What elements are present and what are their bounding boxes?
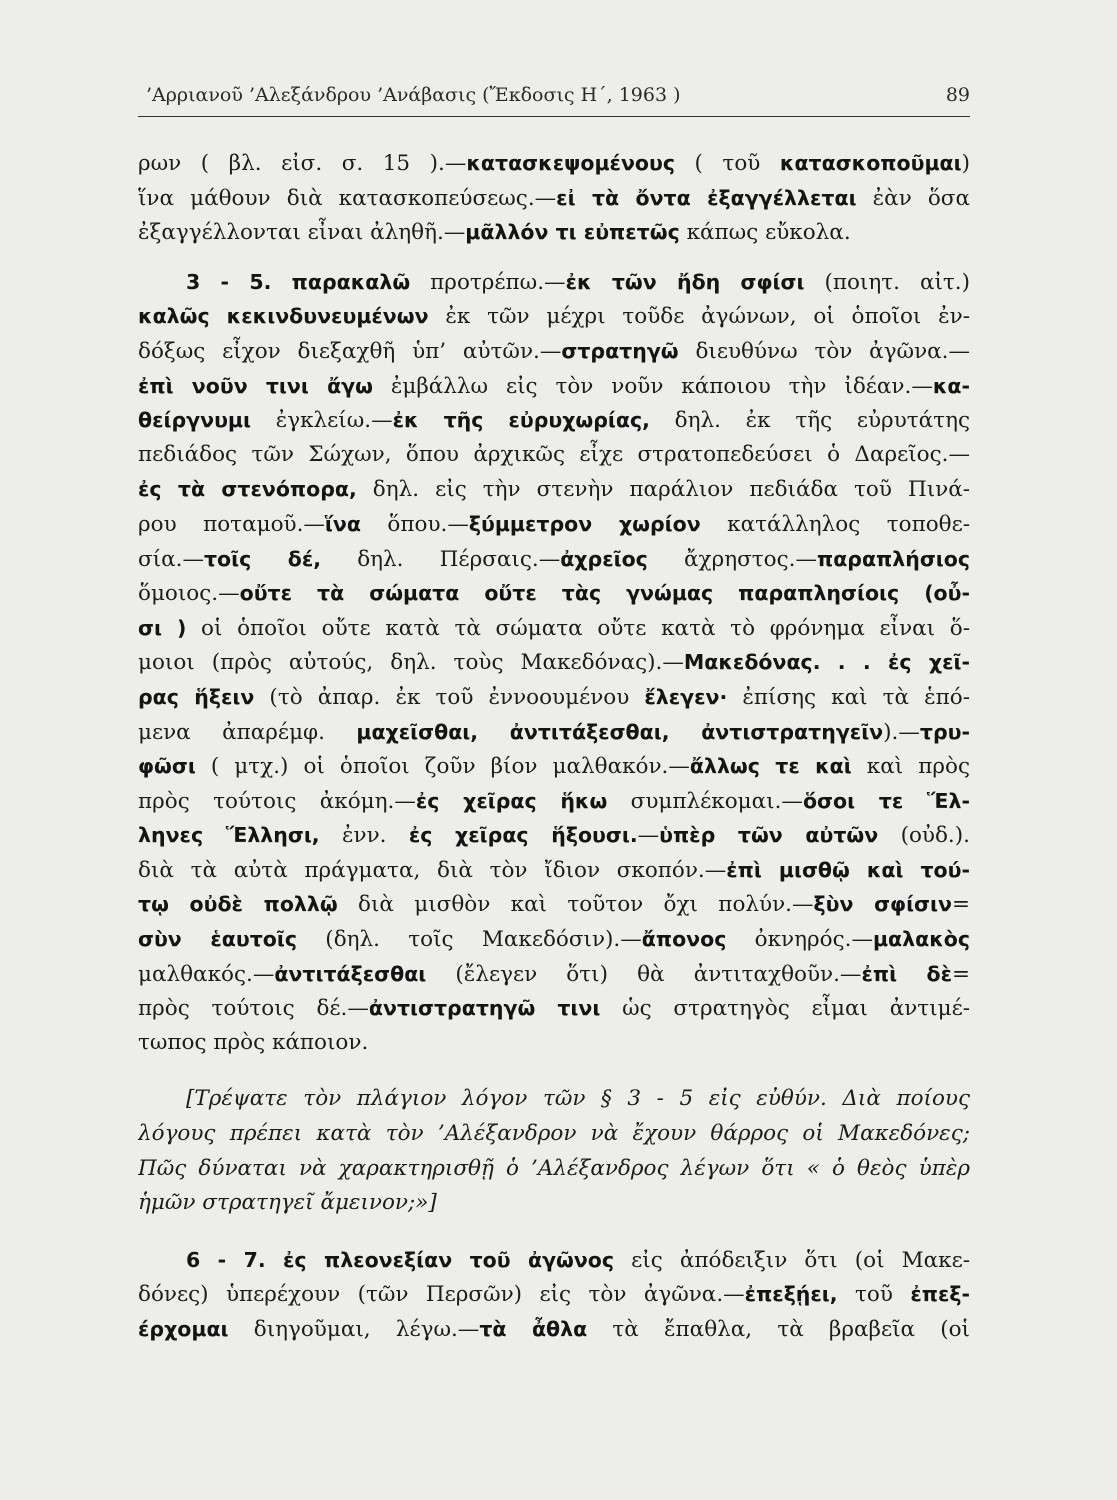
header-rule bbox=[138, 116, 970, 117]
text-line bbox=[138, 853, 970, 888]
lemma: σι ) bbox=[138, 615, 187, 640]
lemma: ἐς χεῖρας ἥξουσι. bbox=[408, 823, 638, 848]
text-line bbox=[138, 146, 970, 181]
gloss: τοῦ bbox=[837, 1282, 911, 1308]
gloss: ἐπίσης καὶ τὰ ἑπό- bbox=[727, 684, 970, 710]
commentary-text bbox=[138, 146, 970, 1347]
gloss: τὰ ἔπαθλα, τὰ βραβεῖα (οἱ bbox=[587, 1317, 970, 1342]
lemma: ἐκ τῶν ἤδη σφίσι bbox=[565, 269, 805, 294]
gloss: = bbox=[952, 961, 970, 987]
gloss: [Τρέψατε τὸν πλάγιον λόγον τῶν § 3 - 5 εἰς εὐθύν. Διὰ ποίους bbox=[186, 1086, 970, 1112]
gloss: δηλ. εἰς τὴν στενὴν παράλιον πεδιάδα τοῦ Πινά- bbox=[356, 477, 970, 503]
text-line bbox=[138, 645, 970, 680]
lemma: στρατηγῶ bbox=[561, 338, 679, 363]
gloss: μοιοι (πρὸς αὐτούς, δηλ. τοὺς Μακεδόνας).— bbox=[138, 650, 684, 676]
text-line bbox=[138, 403, 970, 438]
text-line bbox=[138, 1243, 970, 1278]
gloss: πρὸς τούτοις δέ.— bbox=[138, 996, 369, 1022]
lemma: θείργνυμι bbox=[138, 408, 252, 433]
gloss: ἐκ τῶν μέχρι τοῦδε ἀγώνων, οἱ ὁποῖοι ἐν- bbox=[428, 304, 970, 330]
paragraph-gap bbox=[138, 1060, 970, 1082]
gloss: μενα ἀπαρέμφ. bbox=[138, 719, 357, 745]
text-line bbox=[138, 181, 970, 216]
lemma: ἄπονος bbox=[641, 927, 727, 952]
lemma: 6 - 7. ἐς πλεονεξίαν τοῦ ἀγῶνος bbox=[186, 1247, 615, 1272]
paragraph-gap bbox=[138, 250, 970, 265]
lemma: ἄλλως τε καὶ bbox=[689, 754, 852, 779]
header-title: ’Αρριανοῦ ’Αλεξάνδρου ’Ανάβασις (Ἔκδοσις Η΄, 1963 ) bbox=[146, 84, 681, 106]
gloss: δηλ. Πέρσαις.— bbox=[321, 546, 561, 572]
gloss: ἄχρηστος.— bbox=[647, 546, 817, 572]
text-line bbox=[138, 1277, 970, 1312]
gloss: πρὸς τούτοις ἀκόμη.— bbox=[138, 788, 416, 814]
text-line bbox=[138, 265, 970, 300]
gloss: κατάλληλος τοποθε- bbox=[700, 511, 970, 537]
gloss: τωπος πρὸς κάποιον. bbox=[138, 1029, 369, 1055]
running-header bbox=[138, 84, 970, 110]
gloss: = bbox=[951, 892, 970, 918]
text-line bbox=[138, 991, 970, 1026]
gloss: ( τοῦ bbox=[675, 151, 780, 176]
lemma: ξύμμετρον χωρίον bbox=[468, 511, 701, 536]
gloss: ἐγκλείω.— bbox=[251, 408, 393, 434]
lemma: ἐπὶ μισθῷ καὶ τού- bbox=[726, 857, 970, 882]
lemma: τῳ οὐδὲ πολλῷ bbox=[138, 892, 338, 917]
gloss: διὰ τὰ αὐτὰ πράγματα, διὰ τὸν ἴδιον σκοπόν.— bbox=[138, 857, 727, 883]
lemma: 3 - 5. παρακαλῶ bbox=[186, 269, 411, 294]
lemma: μαλακὸς bbox=[872, 927, 970, 952]
lemma: μᾶλλόν τι εὐπετῶς bbox=[465, 220, 680, 245]
gloss: (δηλ. τοῖς Μακεδόσιν).— bbox=[297, 927, 642, 953]
lemma: ἐπεξ- bbox=[910, 1282, 970, 1307]
text-line bbox=[138, 749, 970, 784]
lemma: Μακεδόνας. . . ἐς χεῖ- bbox=[683, 650, 970, 675]
lemma: ἐς τὰ στενόπορα, bbox=[138, 477, 357, 502]
gloss: ἡμῶν στρατηγεῖ ἄμεινον;»] bbox=[138, 1190, 437, 1216]
lemma: τοῖς δέ, bbox=[203, 546, 322, 571]
lemma: σὺν ἑαυτοῖς bbox=[138, 927, 298, 952]
lemma: ληνες Ἕλλησι, bbox=[138, 823, 320, 848]
note-line bbox=[138, 1117, 970, 1152]
lemma: τὰ ἆθλα bbox=[479, 1317, 588, 1341]
gloss: οἱ ὁποῖοι οὔτε κατὰ τὰ σώματα οὔτε κατὰ τὸ φρόνημα εἶναι ὅ- bbox=[186, 615, 970, 641]
lemma: ἔλεγεν· bbox=[644, 684, 728, 709]
text-line bbox=[138, 1026, 970, 1061]
gloss: (ἔλεγεν ὅτι) θὰ ἀντιταχθοῦν.— bbox=[426, 961, 862, 987]
gloss: ὡς στρατηγὸς εἶμαι ἀντιμέ- bbox=[600, 996, 970, 1022]
gloss: ).— bbox=[883, 719, 920, 745]
gloss: ) bbox=[961, 151, 970, 176]
gloss: προτρέπω.— bbox=[410, 269, 566, 295]
lemma: ἀντιτάξεσθαι bbox=[274, 961, 427, 986]
lemma: οὔτε τὰ σώματα οὔτε τὰς γνώμας παραπλησίοις (οὖ- bbox=[239, 581, 970, 606]
text-line bbox=[138, 542, 970, 577]
gloss: ὅμοιος.— bbox=[138, 581, 240, 607]
gloss: (οὐδ.). bbox=[878, 823, 970, 849]
gloss: (ποιητ. αἰτ.) bbox=[804, 269, 970, 295]
lemma: ἀχρεῖος bbox=[560, 546, 648, 571]
gloss: σία.— bbox=[138, 546, 204, 572]
gloss: ἐξαγγέλλονται εἶναι ἀληθῆ.— bbox=[138, 220, 466, 246]
text-line bbox=[138, 818, 970, 853]
text-line bbox=[138, 1312, 970, 1347]
lemma: παραπλήσιος bbox=[816, 546, 970, 571]
lemma: κατασκοποῦμαι bbox=[779, 151, 962, 175]
gloss: κάπως εὔκολα. bbox=[679, 220, 851, 246]
text-line bbox=[138, 507, 970, 542]
lemma: ρας ἥξειν bbox=[138, 684, 255, 709]
note-line bbox=[138, 1082, 970, 1117]
text-line bbox=[138, 784, 970, 819]
text-line bbox=[138, 715, 970, 750]
lemma: ἐκ τῆς εὐρυχωρίας, bbox=[392, 408, 650, 433]
text-line bbox=[138, 472, 970, 507]
gloss: εἰς ἀπόδειξιν ὅτι (οἱ Μακε- bbox=[614, 1247, 970, 1273]
lemma: τρυ- bbox=[919, 719, 970, 744]
gloss: διευθύνω τὸν ἀγῶνα.— bbox=[678, 338, 970, 364]
lemma: ξὺν σφίσιν bbox=[813, 892, 952, 917]
lemma: έρχομαι bbox=[138, 1317, 229, 1341]
lemma: ὅσοι τε Ἕλ- bbox=[802, 788, 970, 813]
text-line bbox=[138, 576, 970, 611]
lemma: ἐς χεῖρας ἥκω bbox=[415, 788, 608, 813]
text-line bbox=[138, 215, 970, 250]
lemma: φῶσι bbox=[138, 754, 196, 779]
gloss: δόνες) ὑπερέχουν (τῶν Περσῶν) εἰς τὸν ἀγῶνα.— bbox=[138, 1282, 745, 1308]
lemma: ἐπὶ νοῦν τινι ἄγω bbox=[138, 373, 373, 398]
gloss: καὶ πρὸς bbox=[851, 754, 970, 780]
gloss: (τὸ ἀπαρ. ἐκ τοῦ ἐννοουμένου bbox=[254, 684, 645, 710]
paragraph-gap bbox=[138, 1221, 970, 1243]
page-number: 89 bbox=[945, 84, 970, 106]
gloss: ἵνα μάθουν διὰ κατασκοπεύσεως.— bbox=[138, 185, 557, 211]
lemma: κα- bbox=[932, 373, 970, 398]
lemma: εἰ τὰ ὄντα ἐξαγγέλλεται bbox=[556, 185, 857, 210]
note-line bbox=[138, 1186, 970, 1221]
text-line bbox=[138, 887, 970, 922]
lemma: καλῶς κεκινδυνευμένων bbox=[138, 304, 429, 329]
text-line bbox=[138, 611, 970, 646]
lemma: κατασκεψομένους bbox=[466, 151, 675, 175]
gloss: ρου ποταμοῦ.— bbox=[138, 511, 325, 537]
gloss: ( μτχ.) οἱ ὁποῖοι ζοῦν βίον μαλθακόν.— bbox=[195, 754, 690, 780]
gloss: ὅπου.— bbox=[360, 511, 469, 537]
lemma: μαχεῖσθαι, ἀντιτάξεσθαι, ἀντιστρατηγεῖν bbox=[356, 719, 884, 744]
gloss: διὰ μισθὸν καὶ τοῦτον ὄχι πολύν.— bbox=[337, 892, 814, 918]
gloss: ὀκνηρός.— bbox=[726, 927, 873, 953]
gloss: λόγους πρέπει κατὰ τὸν ’Αλέξανδρον νὰ ἔχουν θάρρος οἱ Μακεδόνες; bbox=[138, 1121, 970, 1147]
gloss: συμπλέκομαι.— bbox=[607, 788, 803, 814]
gloss: — bbox=[637, 823, 660, 849]
text-line bbox=[138, 334, 970, 369]
lemma: ἐπεξῄει, bbox=[744, 1282, 838, 1307]
gloss: ἐὰν ὅσα bbox=[856, 185, 970, 211]
text-line bbox=[138, 369, 970, 404]
gloss: ἐμβάλλω εἰς τὸν νοῦν κάποιου τὴν ἰδέαν.— bbox=[372, 373, 933, 399]
text-line bbox=[138, 680, 970, 715]
text-line bbox=[138, 438, 970, 473]
gloss: Πῶς δύναται νὰ χαρακτηρισθῇ ὁ ’Αλέξανδρος λέγων ὅτι « ὁ θεὸς ὑπὲρ bbox=[138, 1155, 970, 1181]
gloss: δόξως εἶχον διεξαχθῆ ὑπ’ αὐτῶν.— bbox=[138, 338, 562, 364]
text-line bbox=[138, 299, 970, 334]
gloss: δηλ. ἐκ τῆς εὐρυτάτης bbox=[649, 408, 970, 434]
gloss: πεδιάδος τῶν Σώχων, ὅπου ἀρχικῶς εἶχε στρατοπεδεύσει ὁ Δαρεῖος.— bbox=[138, 441, 970, 467]
lemma: ἐπὶ δὲ bbox=[861, 961, 952, 986]
gloss: μαλθακός.— bbox=[138, 961, 275, 987]
lemma: ἀντιστρατηγῶ τινι bbox=[368, 996, 601, 1021]
gloss: ρων ( βλ. εἰσ. σ. 15 ).— bbox=[138, 151, 467, 176]
note-line bbox=[138, 1152, 970, 1187]
gloss: ἐνν. bbox=[319, 823, 409, 849]
lemma: ὑπὲρ τῶν αὐτῶν bbox=[659, 823, 879, 848]
lemma: ἵνα bbox=[324, 511, 361, 536]
text-line bbox=[138, 957, 970, 992]
text-line bbox=[138, 922, 970, 957]
gloss: διηγοῦμαι, λέγω.— bbox=[228, 1317, 480, 1342]
